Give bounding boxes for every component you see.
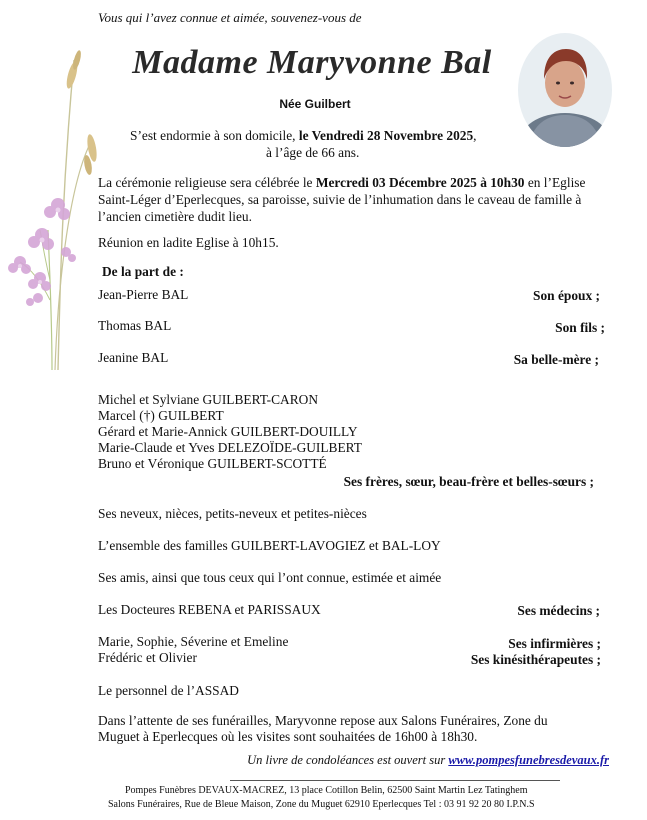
sibling-item: Bruno et Véronique GUILBERT-SCOTTÉ [98,456,327,471]
intro-line-1 [130,128,477,144]
maiden-name: Née Guilbert [279,97,351,111]
ceremony-text-end: en l’Eglise [524,175,586,190]
deceased-name: Madame Maryvonne Bal [132,44,492,81]
death-date: le Vendredi 28 Novembre 2025 [298,128,474,143]
condolences-text: Un livre de condoléances est ouvert sur [247,753,449,767]
footer-line-1: Pompes Funèbres DEVAUX-MACREZ, 13 place Cotillon Belin, 62500 Saint Martin Lez Tatinghem [125,785,528,796]
sibling-item: Michel et Sylviane GUILBERT-CARON [98,392,318,407]
ceremony-date: Mercredi 03 Décembre 2025 à 10h30 [315,175,525,190]
footer-line-2: Salons Funéraires, Rue de Bleue Maison, Zone du Muguet 62910 Eperlecques Tel : 03 91 92 20 80 I.P.N.S [108,799,535,810]
closing-line-2: Muguet à Eperlecques où les visites sont souhaitées de 16h00 à 18h30. [98,729,478,744]
intro-text: S’est endormie à son domicile, [130,128,299,143]
reunion-text: Réunion en ladite Eglise à 10h15. [98,235,279,250]
friends-text: Ses amis, ainsi que tous ceux qui l’ont connue, estimée et aimée [98,570,442,585]
condolences-link[interactable]: www.pompesfunebresdevaux.fr [448,753,609,767]
ceremony-line-3: l’ancien cimetière dudit lieu. [98,209,252,224]
physio-name: Frédéric et Olivier [98,650,197,665]
mother-in-law-role: Sa belle-mère ; [513,352,599,367]
condolences-line [247,752,609,768]
doctors-name: Les Docteures REBENA et PARISSAUX [98,602,321,617]
nurses-role: Ses infirmières ; [508,636,601,651]
part-label: De la part de : [102,264,184,279]
families-text: L’ensemble des familles GUILBERT-LAVOGIEZ et BAL-LOY [98,538,441,553]
physio-role: Ses kinésithérapeutes ; [470,652,601,667]
ceremony-text: La cérémonie religieuse sera célébrée le [98,175,316,190]
mother-in-law-name: Jeanine BAL [98,350,169,365]
footer-separator [230,780,560,781]
intro-punct: , [473,128,477,143]
sibling-item: Gérard et Marie-Annick GUILBERT-DOUILLY [98,424,358,439]
sibling-item: Marcel (†) GUILBERT [98,408,224,423]
nurses-name: Marie, Sophie, Séverine et Emeline [98,634,289,649]
closing-line-1: Dans l’attente de ses funérailles, Maryvonne repose aux Salons Funéraires, Zone du [98,713,548,728]
portrait-photo [518,33,612,147]
husband-role: Son époux ; [533,288,600,303]
pink-flower-icon [8,198,76,306]
siblings-role: Ses frères, sœur, beau-frère et belles-sœurs ; [343,474,594,489]
headline: Vous qui l’avez connue et aimée, souvenez-vous de [98,10,362,25]
son-name: Thomas BAL [98,318,172,333]
ceremony-line-1 [98,175,585,191]
sibling-item: Marie-Claude et Yves DELEZOÏDE-GUILBERT [98,440,362,455]
husband-name: Jean-Pierre BAL [98,287,189,302]
nephews-text: Ses neveux, nièces, petits-neveux et petites-nièces [98,506,367,521]
doctors-role: Ses médecins ; [517,603,600,618]
age-line: à l’âge de 66 ans. [266,145,360,160]
flower-decoration [0,40,110,380]
staff-text: Le personnel de l’ASSAD [98,683,239,698]
ceremony-line-2: Saint-Léger d’Eperlecques, sa paroisse, suivie de l’inhumation dans le caveau de famille à [98,192,582,207]
son-role: Son fils ; [555,320,605,335]
